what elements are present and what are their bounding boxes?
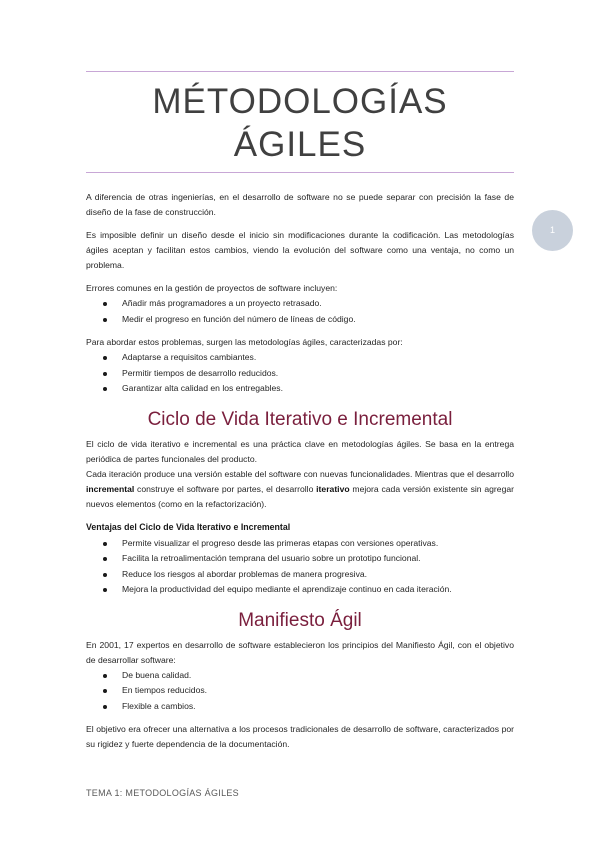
errors-lead: Errores comunes en la gestión de proyectos de software incluyen:: [86, 283, 338, 293]
bullet-icon: [103, 318, 107, 322]
bullet-icon: [103, 387, 107, 391]
page-number-badge: 1: [532, 210, 573, 251]
cycle-paragraph-2: Cada iteración produce una versión estable del software con nuevas funcionalidades. Mientras que el desarrollo incremental construye el software por partes, el desarrollo iterativo mejora cada versión existente sin agregar nuevos elementos (como en la refactorización).: [86, 468, 514, 509]
bullet-icon: [103, 302, 107, 306]
cycle-paragraph-1: El ciclo de vida iterativo e incremental es una práctica clave en metodologías ágiles. Se basa en la entrega periódica de partes funcionales del producto.: [86, 438, 514, 464]
list-item: Facilita la retroalimentación temprana del usuario sobre un prototipo funcional.: [86, 551, 514, 567]
bold-incremental: incremental: [86, 483, 135, 494]
bullet-icon: [103, 689, 107, 693]
bullet-icon: [103, 557, 107, 561]
bullet-icon: [103, 372, 107, 376]
page-title: [86, 80, 514, 166]
manifesto-lead: En 2001, 17 expertos en desarrollo de software establecieron los principios del Manifiesto Ágil, con el objetivo de desarrollar software:: [86, 639, 514, 665]
bullet-icon: [103, 705, 107, 709]
list-item: En tiempos reducidos.: [86, 683, 514, 699]
errors-list: [86, 296, 514, 327]
intro-paragraph-1: A diferencia de otras ingenierías, en el desarrollo de software no se puede separar con precisión la fase de diseño de la fase de construcción.: [86, 192, 514, 217]
list-item: Permitir tiempos de desarrollo reducidos.: [86, 366, 514, 382]
bullet-icon: [103, 356, 107, 360]
manifesto-closing: El objetivo era ofrecer una alternativa a los procesos tradicionales de desarrollo de software, caracterizados por su rigidez y fuerte dependencia de la documentación.: [86, 724, 514, 749]
title-line-1: MÉTODOLOGÍAS: [152, 82, 448, 121]
list-item: Garantizar alta calidad en los entregables.: [86, 381, 514, 397]
title-rule-bottom: [86, 172, 514, 173]
list-item: Reduce los riesgos al abordar problemas de manera progresiva.: [86, 567, 514, 583]
section-heading-cycle: Ciclo de Vida Iterativo e Incremental: [147, 408, 453, 430]
bullet-icon: [103, 588, 107, 592]
list-item: De buena calidad.: [86, 668, 514, 684]
list-item: Mejora la productividad del equipo mediante el aprendizaje continuo en cada iteración.: [86, 582, 514, 598]
manifesto-list: [86, 668, 514, 715]
list-item: Permite visualizar el progreso desde las primeras etapas con versiones operativas.: [86, 536, 514, 552]
solutions-list: [86, 350, 514, 397]
bullet-icon: [103, 542, 107, 546]
list-item: Añadir más programadores a un proyecto retrasado.: [86, 296, 514, 312]
section-heading-manifesto: Manifiesto Ágil: [238, 609, 362, 631]
intro-paragraph-2: Es imposible definir un diseño desde el inicio sin modificaciones durante la codificación. Las metodologías ágiles aceptan y facilitan estos cambios, viendo la evolución del software como una ventaja, no como un problema.: [86, 230, 514, 270]
page-footer: TEMA 1: METODOLOGÍAS ÁGILES: [86, 788, 239, 798]
advantages-list: [86, 536, 514, 598]
bullet-icon: [103, 573, 107, 577]
list-item: Adaptarse a requisitos cambiantes.: [86, 350, 514, 366]
bold-iterativo: iterativo: [316, 483, 350, 494]
advantages-title: Ventajas del Ciclo de Vida Iterativo e Incremental: [86, 521, 291, 532]
bullet-icon: [103, 674, 107, 678]
title-rule-top: [86, 71, 514, 72]
list-item: Medir el progreso en función del número de líneas de código.: [86, 312, 514, 328]
title-line-2: ÁGILES: [233, 125, 367, 164]
document-body: [86, 190, 514, 760]
list-item: Flexible a cambios.: [86, 699, 514, 715]
solutions-lead: Para abordar estos problemas, surgen las metodologías ágiles, caracterizadas por:: [86, 337, 403, 347]
